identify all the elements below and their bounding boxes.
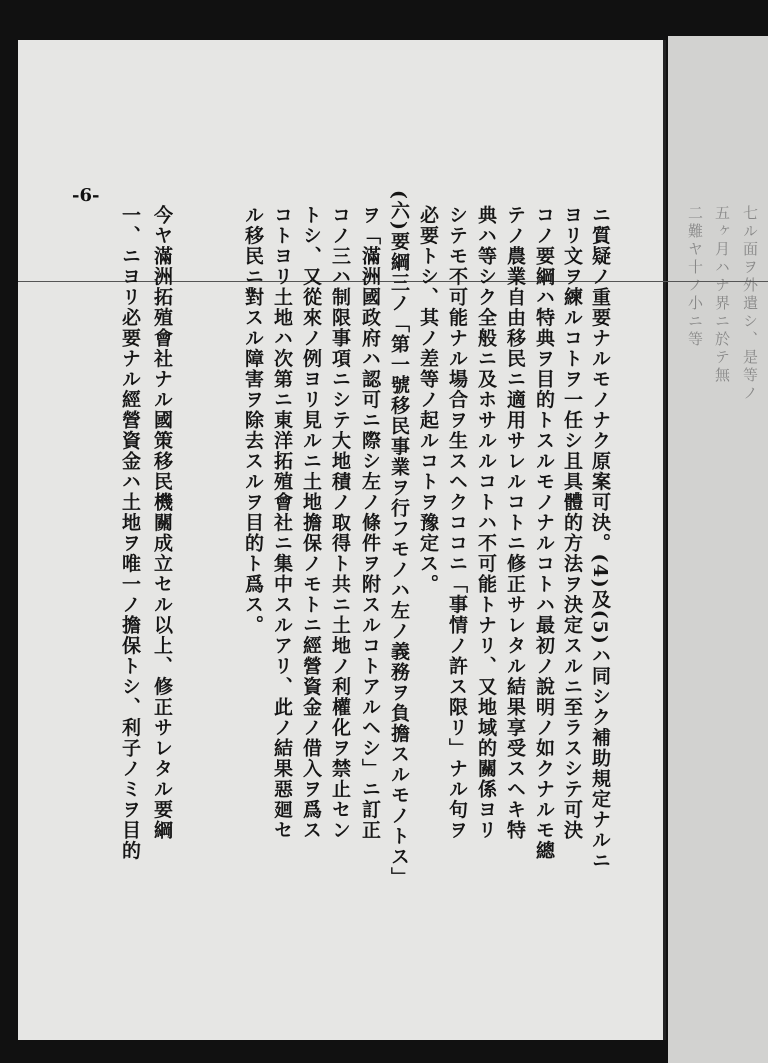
text-column: ヨリ文ヲ練ルコトヲ一任シ且具體的方法ヲ決定スルニ至ラスシテ可決 xyxy=(561,205,583,841)
page-number: -6- xyxy=(72,185,100,206)
text-column: コノ要綱ハ特典ヲ目的トスルモノナルコトハ最初ノ說明ノ如クナルモ總 xyxy=(533,205,555,861)
text-column: 典ハ等シク全般ニ及ホサルルコトハ不可能トナリ、又地域的關係ヨリ xyxy=(475,205,497,841)
bleed-column: 二難ヤ十ノ小ニ等 xyxy=(686,205,704,349)
text-column: トシ、又從來ノ例ヨリ見ルニ土地擔保ノモトニ經營資金ノ借入ヲ爲ス xyxy=(300,205,322,841)
text-column: テノ農業自由移民ニ適用サレルコトニ修正サレタル結果享受スヘキ特 xyxy=(504,205,526,841)
text-column: ヲ「滿洲國政府ハ認可ニ際シ左ノ條件ヲ附スルコトアルヘシ」ニ訂正 xyxy=(359,205,381,841)
adjacent-page xyxy=(668,36,768,1063)
bleed-column: 五ヶ月ハナ界ニ於テ無 xyxy=(713,205,731,385)
text-column: 今ヤ滿洲拓殖會社ナル國策移民機關成立セル以上、修正サレタル要綱 xyxy=(151,205,173,841)
text-column: 必要トシ、其ノ差等ノ起ルコトヲ豫定ス。 xyxy=(417,205,439,595)
text-column: コノ三ハ制限事項ニシテ大地積ノ取得ト共ニ土地ノ利權化ヲ禁止セン xyxy=(329,205,351,841)
text-column: 一、ニヨリ必要ナル經營資金ハ土地ヲ唯一ノ擔保トシ、利子ノミヲ目的 xyxy=(119,205,141,861)
text-column: コトヨリ土地ハ次第ニ東洋拓殖會社ニ集中スルアリ、此ノ結果惡廻セ xyxy=(271,205,293,841)
bleed-column: 七ル面ヲ外遣シ、是等ノ xyxy=(741,205,759,403)
text-column: ル移民ニ對スル障害ヲ除去スルヲ目的ト爲ス。 xyxy=(242,205,264,636)
text-column: ニ質疑ノ重要ナルモノナク原案可決。(4)及(5)ハ同シク補助規定ナルニ xyxy=(589,205,611,871)
text-column: (六)要綱三ノ「第一號移民事業ヲ行フモノハ左ノ義務ヲ負擔スルモノトス」 xyxy=(388,190,410,888)
text-column: シテモ不可能ナル場合ヲ生スヘクココニ「事情ノ許ス限リ」ナル句ヲ xyxy=(446,205,468,841)
